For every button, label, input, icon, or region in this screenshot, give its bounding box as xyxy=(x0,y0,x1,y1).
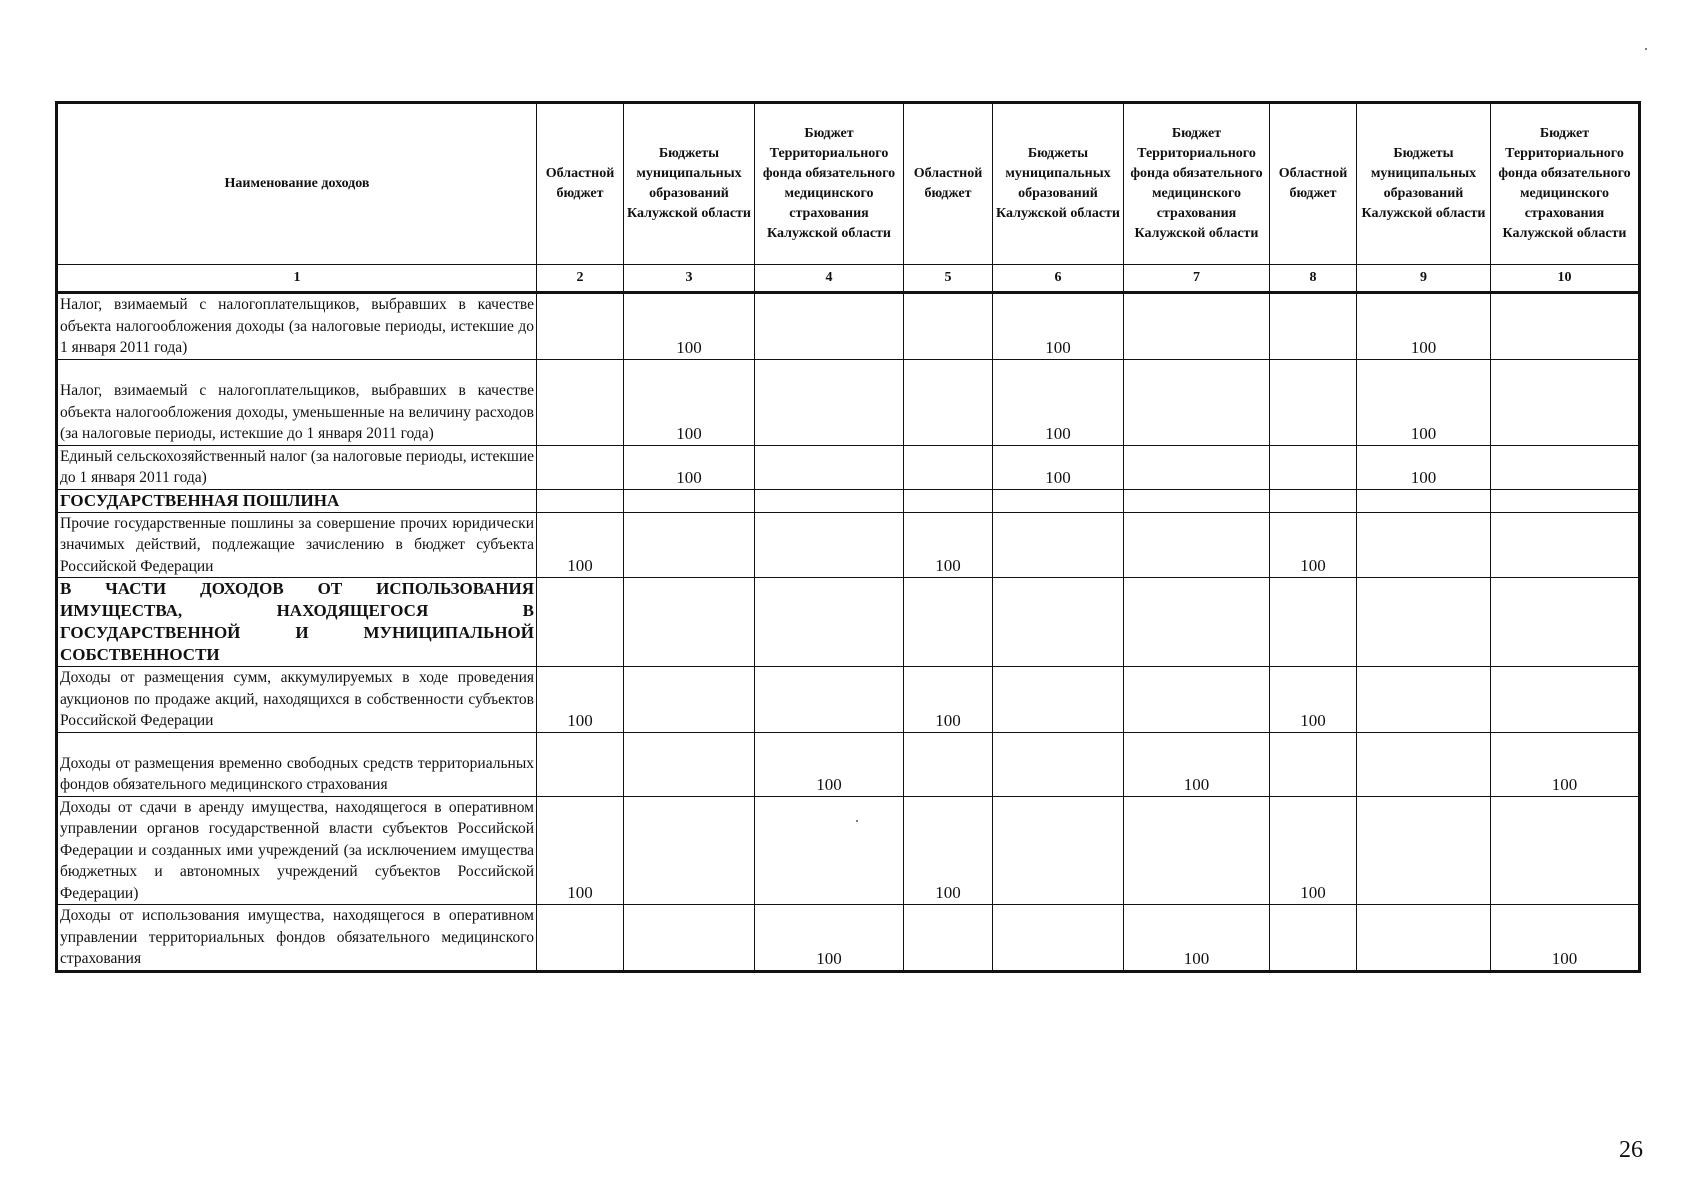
column-number: 5 xyxy=(904,265,993,293)
percent-cell xyxy=(1357,489,1491,512)
header-cell: Бюджет Территориального фонда обязательного медицинского страхования Калужской области xyxy=(1491,103,1640,265)
header-cell: Наименование доходов xyxy=(57,103,537,265)
header-cell: Областной бюджет xyxy=(1270,103,1357,265)
percent-cell: 100 xyxy=(1491,905,1640,972)
revenue-name: Доходы от использования имущества, находящегося в оперативном управлении территориальных фондов обязательного медицинского страхования xyxy=(57,905,537,972)
revenue-name: Доходы от сдачи в аренду имущества, находящегося в оперативном управлении органов государственной власти субъектов Российской Федерации и созданных ими учреждений (за исключением имущества бюджетных и автономных учреждений субъектов Российской Федерации) xyxy=(57,796,537,905)
scan-speck xyxy=(856,820,858,822)
table-row xyxy=(57,578,1640,667)
percent-cell xyxy=(624,512,755,578)
column-number: 6 xyxy=(993,265,1124,293)
column-number: 7 xyxy=(1124,265,1270,293)
percent-cell xyxy=(1491,796,1640,905)
percent-cell xyxy=(755,667,904,733)
percent-cell xyxy=(755,445,904,489)
header-cell: Областной бюджет xyxy=(537,103,624,265)
percent-cell: 100 xyxy=(537,796,624,905)
percent-cell xyxy=(904,293,993,360)
percent-cell: 100 xyxy=(904,512,993,578)
percent-cell xyxy=(537,732,624,796)
percent-cell xyxy=(1357,796,1491,905)
percent-cell xyxy=(624,578,755,667)
percent-cell xyxy=(993,796,1124,905)
percent-cell xyxy=(1270,359,1357,445)
percent-cell: 100 xyxy=(1357,359,1491,445)
column-number: 9 xyxy=(1357,265,1491,293)
percent-cell: 100 xyxy=(1270,667,1357,733)
percent-cell xyxy=(1491,445,1640,489)
percent-cell xyxy=(537,293,624,360)
table-row xyxy=(57,732,1640,796)
header-cell: Бюджеты муниципальных образований Калужской области xyxy=(1357,103,1491,265)
percent-cell xyxy=(1270,905,1357,972)
percent-cell xyxy=(993,667,1124,733)
percent-cell xyxy=(624,796,755,905)
percent-cell xyxy=(755,293,904,360)
percent-cell xyxy=(537,445,624,489)
percent-cell xyxy=(1357,578,1491,667)
section-heading: В ЧАСТИ ДОХОДОВ ОТ ИСПОЛЬЗОВАНИЯ ИМУЩЕСТВА, НАХОДЯЩЕГОСЯ В ГОСУДАРСТВЕННОЙ И МУНИЦИПАЛЬНОЙ СОБСТВЕННОСТИ xyxy=(57,578,537,667)
percent-cell xyxy=(1491,512,1640,578)
table-row xyxy=(57,796,1640,905)
percent-cell: 100 xyxy=(1270,512,1357,578)
percent-cell xyxy=(624,489,755,512)
percent-cell xyxy=(1491,489,1640,512)
percent-cell xyxy=(1357,905,1491,972)
header-row xyxy=(57,103,1640,265)
percent-cell xyxy=(1124,796,1270,905)
percent-cell xyxy=(904,359,993,445)
percent-cell: 100 xyxy=(993,445,1124,489)
percent-cell xyxy=(904,905,993,972)
revenue-name: Налог, взимаемый с налогоплательщиков, выбравших в качестве объекта налогообложения доходы (за налоговые периоды, истекшие до 1 января 2011 года) xyxy=(57,293,537,360)
percent-cell xyxy=(755,796,904,905)
percent-cell xyxy=(1491,578,1640,667)
percent-cell xyxy=(993,489,1124,512)
percent-cell xyxy=(1270,293,1357,360)
percent-cell xyxy=(1270,732,1357,796)
header-cell: Бюджеты муниципальных образований Калужской области xyxy=(993,103,1124,265)
revenue-name: Единый сельскохозяйственный налог (за налоговые периоды, истекшие до 1 января 2011 года) xyxy=(57,445,537,489)
percent-cell xyxy=(1124,578,1270,667)
header-cell: Бюджет Территориального фонда обязательного медицинского страхования Калужской области xyxy=(1124,103,1270,265)
percent-cell xyxy=(1491,667,1640,733)
percent-cell xyxy=(1357,667,1491,733)
table-row xyxy=(57,293,1640,360)
percent-cell: 100 xyxy=(993,293,1124,360)
percent-cell xyxy=(537,489,624,512)
percent-cell xyxy=(537,359,624,445)
header-cell: Бюджет Территориального фонда обязательного медицинского страхования Калужской области xyxy=(755,103,904,265)
percent-cell xyxy=(755,512,904,578)
table-row xyxy=(57,512,1640,578)
percent-cell xyxy=(993,732,1124,796)
table-row xyxy=(57,667,1640,733)
column-number: 1 xyxy=(57,265,537,293)
percent-cell xyxy=(755,489,904,512)
table-body xyxy=(57,293,1640,972)
percent-cell xyxy=(1124,667,1270,733)
percent-cell xyxy=(1357,512,1491,578)
percent-cell: 100 xyxy=(1357,293,1491,360)
percent-cell xyxy=(537,578,624,667)
table-row xyxy=(57,489,1640,512)
percent-cell xyxy=(1124,489,1270,512)
percent-cell xyxy=(1124,445,1270,489)
percent-cell xyxy=(1270,445,1357,489)
percent-cell: 100 xyxy=(904,667,993,733)
percent-cell xyxy=(1270,578,1357,667)
percent-cell: 100 xyxy=(1124,905,1270,972)
percent-cell xyxy=(537,905,624,972)
percent-cell: 100 xyxy=(755,732,904,796)
percent-cell: 100 xyxy=(904,796,993,905)
column-number: 4 xyxy=(755,265,904,293)
percent-cell xyxy=(993,512,1124,578)
percent-cell: 100 xyxy=(537,667,624,733)
table-row xyxy=(57,905,1640,972)
revenue-name: Доходы от размещения временно свободных средств территориальных фондов обязательного медицинского страхования xyxy=(57,732,537,796)
percent-cell xyxy=(1491,293,1640,360)
page-number: 26 xyxy=(1619,1137,1643,1163)
percent-cell xyxy=(624,667,755,733)
percent-cell: 100 xyxy=(624,359,755,445)
percent-cell xyxy=(1270,489,1357,512)
column-number: 2 xyxy=(537,265,624,293)
revenue-name: Доходы от размещения сумм, аккумулируемых в ходе проведения аукционов по продаже акций, находящихся в собственности субъектов Российской Федерации xyxy=(57,667,537,733)
percent-cell: 100 xyxy=(1124,732,1270,796)
revenue-table-container xyxy=(55,101,1641,973)
percent-cell xyxy=(904,445,993,489)
header-cell: Бюджеты муниципальных образований Калужской области xyxy=(624,103,755,265)
scan-speck xyxy=(1645,48,1647,50)
percent-cell xyxy=(624,732,755,796)
column-number: 8 xyxy=(1270,265,1357,293)
percent-cell xyxy=(624,905,755,972)
percent-cell xyxy=(993,905,1124,972)
percent-cell xyxy=(1124,359,1270,445)
percent-cell xyxy=(755,578,904,667)
section-heading: ГОСУДАРСТВЕННАЯ ПОШЛИНА xyxy=(57,489,537,512)
percent-cell: 100 xyxy=(624,445,755,489)
column-number: 3 xyxy=(624,265,755,293)
percent-cell xyxy=(1124,512,1270,578)
percent-cell: 100 xyxy=(537,512,624,578)
percent-cell xyxy=(993,578,1124,667)
percent-cell: 100 xyxy=(755,905,904,972)
percent-cell xyxy=(755,359,904,445)
revenue-name: Прочие государственные пошлины за совершение прочих юридически значимых действий, подлежащие зачислению в бюджет субъекта Российской Федерации xyxy=(57,512,537,578)
percent-cell xyxy=(904,578,993,667)
percent-cell: 100 xyxy=(624,293,755,360)
revenue-distribution-table xyxy=(55,101,1641,973)
percent-cell xyxy=(1357,732,1491,796)
percent-cell xyxy=(1124,293,1270,360)
table-row xyxy=(57,445,1640,489)
percent-cell: 100 xyxy=(1491,732,1640,796)
column-number: 10 xyxy=(1491,265,1640,293)
header-cell: Областной бюджет xyxy=(904,103,993,265)
percent-cell: 100 xyxy=(1270,796,1357,905)
percent-cell: 100 xyxy=(993,359,1124,445)
percent-cell xyxy=(1491,359,1640,445)
percent-cell: 100 xyxy=(1357,445,1491,489)
table-row xyxy=(57,359,1640,445)
column-number-row xyxy=(57,265,1640,293)
revenue-name: Налог, взимаемый с налогоплательщиков, выбравших в качестве объекта налогообложения доходы, уменьшенные на величину расходов (за налоговые периоды, истекшие до 1 января 2011 года) xyxy=(57,359,537,445)
percent-cell xyxy=(904,489,993,512)
percent-cell xyxy=(904,732,993,796)
